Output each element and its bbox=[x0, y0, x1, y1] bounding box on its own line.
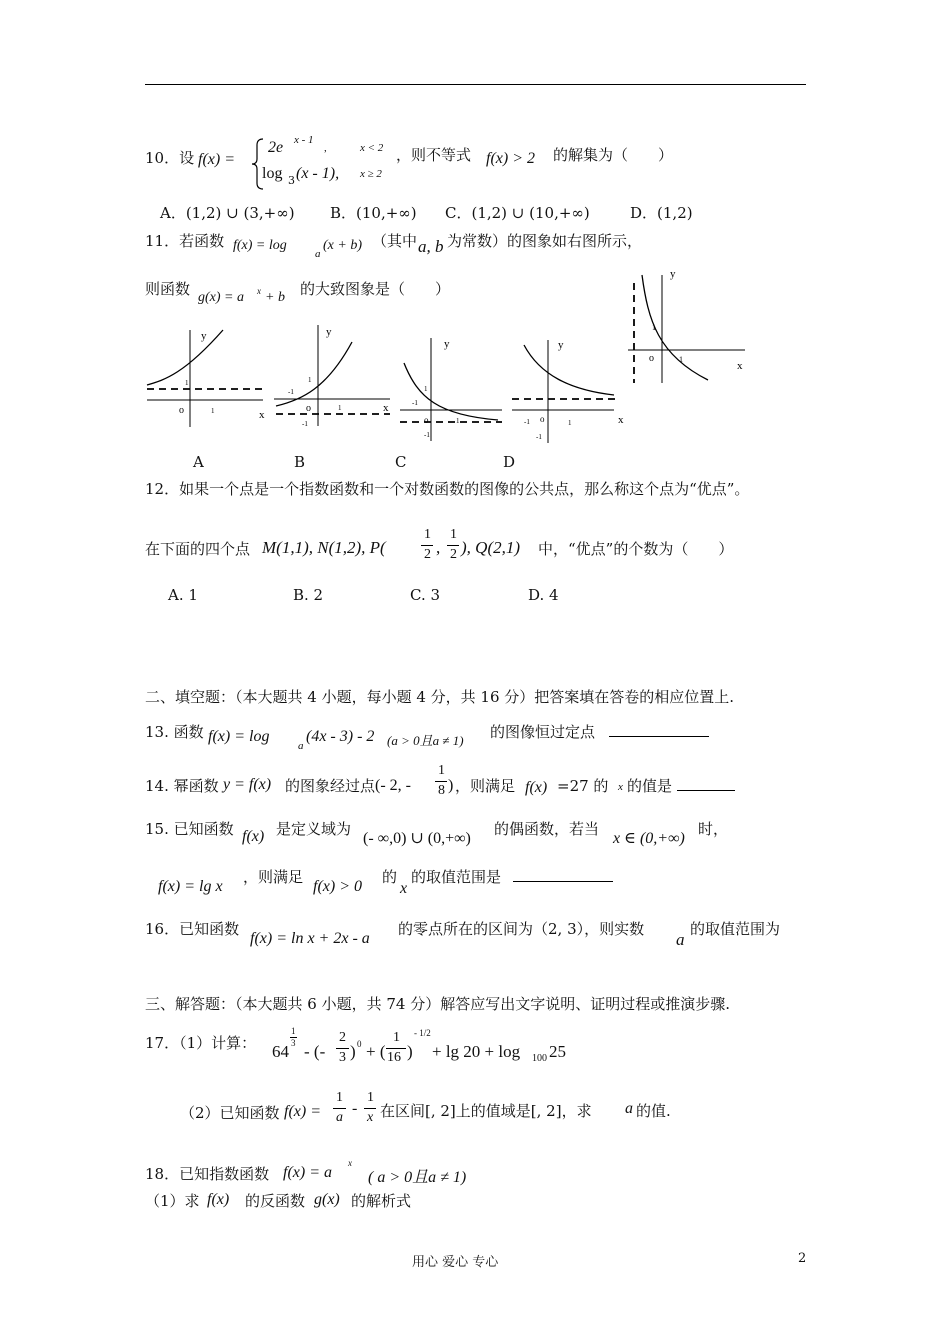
ref-y-label: y bbox=[670, 268, 676, 280]
q17-part2-tail: 在区间[, 2]上的值域是[, 2]，求 bbox=[380, 1102, 592, 1120]
graph-c-label: C bbox=[395, 453, 407, 471]
q12-option-b: B. 2 bbox=[293, 586, 324, 604]
q11-reference-graph bbox=[620, 265, 760, 390]
q15-tail: 时， bbox=[698, 820, 729, 838]
q11-gx: g(x) = a bbox=[198, 290, 244, 305]
q10-option-d: D．(1,2) bbox=[630, 204, 693, 222]
q14-mid: 的图象经过点 bbox=[285, 777, 376, 795]
q10-case1-expr: 2e bbox=[268, 139, 284, 156]
q18-stem: 18．已知指数函数 bbox=[145, 1165, 270, 1183]
q11-graph-d bbox=[510, 335, 630, 445]
svg-text:y: y bbox=[326, 326, 332, 338]
q12-line2a: 在下面的四个点 bbox=[145, 540, 251, 558]
q11-gx-exp: x bbox=[257, 286, 261, 296]
page-number: 2 bbox=[798, 1251, 807, 1266]
footer-slogan: 用心 爱心 专心 bbox=[412, 1255, 499, 1270]
q10-mid: ，则不等式 bbox=[396, 146, 472, 164]
svg-text:y: y bbox=[558, 339, 564, 351]
graph-a-label: A bbox=[193, 453, 204, 471]
q10-case1-exp: x - 1 bbox=[294, 134, 314, 146]
svg-text:1: 1 bbox=[424, 385, 428, 393]
q13-answer-blank[interactable] bbox=[609, 722, 709, 737]
q11-ab: a, b bbox=[418, 237, 444, 256]
a-curve bbox=[147, 330, 223, 385]
q13-arg: (4x - 3) - 2 bbox=[306, 728, 375, 745]
q16-tail: 的取值范围为 bbox=[690, 920, 781, 938]
c-curve bbox=[404, 363, 498, 420]
q14-point-a: (- 2, - bbox=[375, 777, 411, 794]
q12-option-d: D. 4 bbox=[528, 586, 559, 604]
svg-text:1: 1 bbox=[308, 376, 312, 384]
q14-eq: f(x) bbox=[525, 779, 548, 796]
b-curve bbox=[276, 342, 352, 406]
q13-stem: 13. 函数 bbox=[145, 723, 204, 741]
q15-line2-of: 的 bbox=[382, 868, 398, 886]
q10-case2-expr: log bbox=[262, 165, 283, 182]
q14-mid2: ，则满足 bbox=[455, 777, 516, 795]
q11-fx-arg: (x + b) bbox=[323, 238, 362, 253]
q12-option-a: A. 1 bbox=[168, 586, 198, 604]
svg-text:o: o bbox=[424, 415, 429, 425]
q14-tail: 的值是 bbox=[627, 777, 673, 795]
q12-points-tail: ), Q(2,1) bbox=[461, 538, 521, 557]
q10-case1-cond: x < 2 bbox=[360, 142, 384, 154]
q12-line1: 12．如果一个点是一个指数函数和一个对数函数的图像的公共点，那么称这个点为“优点”。 bbox=[145, 480, 750, 498]
q17-stem: 17．（1）计算： bbox=[145, 1034, 257, 1052]
q10-fx: f(x) = bbox=[198, 151, 235, 168]
q10-stem: 10．设 bbox=[145, 149, 195, 167]
svg-text:1: 1 bbox=[568, 419, 572, 427]
q15-domain: (- ∞,0) ∪ (0,+∞) bbox=[363, 830, 471, 847]
svg-text:-1: -1 bbox=[302, 420, 308, 428]
q16-fx: f(x) = ln x + 2x - a bbox=[250, 930, 370, 947]
q11-graph-c bbox=[398, 333, 508, 443]
svg-text:x: x bbox=[618, 414, 624, 426]
q13-condition: (a > 0且a ≠ 1) bbox=[387, 733, 464, 748]
graph-d-label: D bbox=[503, 453, 516, 471]
q11-line2a: 则函数 bbox=[145, 280, 191, 298]
section-3-heading: 三、解答题：（本大题共 6 小题，共 74 分）解答应写出文字说明、证明过程或推演步骤. bbox=[145, 995, 730, 1013]
q17-part2: （2）已知函数 bbox=[180, 1104, 280, 1122]
q11-mid2: 为常数）的图象如右图所示， bbox=[447, 232, 643, 250]
q11-gx-tail: + b bbox=[265, 290, 285, 305]
q11-fx-base: a bbox=[315, 248, 321, 260]
q10-option-a: A．(1,2) ∪ (3,+∞) bbox=[160, 204, 295, 222]
svg-text:-1: -1 bbox=[424, 431, 430, 439]
q10-inequality: f(x) > 2 bbox=[486, 150, 535, 167]
svg-text:-1: -1 bbox=[536, 433, 542, 441]
ref-one-y: 1 bbox=[652, 323, 656, 332]
svg-text:1: 1 bbox=[185, 379, 189, 387]
q11-stem: 11．若函数 bbox=[145, 232, 225, 250]
section-2-heading: 二、填空题：（本大题共 4 小题，每小题 4 分，共 16 分）把答案填在答卷的相应位置上. bbox=[145, 688, 735, 706]
q11-line2b: 的大致图象是（ ） bbox=[300, 280, 451, 298]
svg-text:-1: -1 bbox=[288, 388, 294, 396]
svg-text:-1: -1 bbox=[524, 418, 530, 426]
q15-stem: 15. 已知函数 bbox=[145, 820, 234, 838]
q15-condition: x ∈ (0,+∞) bbox=[613, 830, 685, 847]
q10-tail: 的解集为（ ） bbox=[553, 146, 674, 164]
ref-origin-label: o bbox=[649, 353, 654, 364]
svg-text:o: o bbox=[540, 414, 545, 424]
q15-line2-inequality: f(x) > 0 bbox=[313, 878, 362, 895]
q14-answer-blank[interactable] bbox=[677, 776, 735, 791]
q15-line2-fx: f(x) = lg x bbox=[158, 878, 223, 895]
q13-base: a bbox=[298, 740, 304, 752]
q15-line2-mid: ，则满足 bbox=[243, 868, 304, 886]
q14-stem: 14. 幂函数 bbox=[145, 777, 219, 795]
q16-mid: 的零点所在的区间为（2, 3），则实数 bbox=[398, 920, 645, 938]
q12-points: M(1,1), N(1,2), P( bbox=[262, 538, 386, 557]
q10-case2-arg: (x - 1), bbox=[296, 165, 340, 182]
graph-b-label: B bbox=[294, 453, 306, 471]
q13-fx: f(x) = log bbox=[208, 728, 270, 745]
q11-graph-b bbox=[272, 320, 397, 430]
svg-text:x: x bbox=[383, 402, 389, 414]
q10-option-b: B．(10,+∞) bbox=[330, 204, 417, 222]
q16-stem: 16．已知函数 bbox=[145, 920, 240, 938]
q11-graph-a bbox=[145, 325, 270, 430]
svg-text:y: y bbox=[201, 330, 207, 342]
q15-mid2: 的偶函数，若当 bbox=[494, 820, 600, 838]
svg-text:1: 1 bbox=[456, 417, 460, 425]
svg-text:1: 1 bbox=[211, 407, 215, 415]
q11-mid1: （其中 bbox=[372, 232, 418, 250]
q18-part1: （1）求 bbox=[145, 1192, 200, 1210]
q13-tail: 的图像恒过定点 bbox=[490, 723, 596, 741]
ref-one-x: 1 bbox=[679, 355, 683, 364]
q10-option-c: C．(1,2) ∪ (10,+∞) bbox=[445, 204, 590, 222]
q12-line2b: 中，“优点”的个数为（ ） bbox=[538, 540, 734, 558]
svg-text:1: 1 bbox=[338, 404, 342, 412]
svg-text:o: o bbox=[179, 405, 184, 416]
q15-mid: 是定义域为 bbox=[276, 820, 352, 838]
d-curve bbox=[524, 345, 614, 395]
q18-condition: ( a > 0且a ≠ 1) bbox=[368, 1169, 467, 1186]
q10-case2-base: 3 bbox=[288, 174, 295, 187]
svg-text:x: x bbox=[259, 409, 265, 421]
q10-case2-cond: x ≥ 2 bbox=[360, 168, 382, 180]
ref-x-label: x bbox=[737, 360, 743, 372]
q14-fx: y = f(x) bbox=[223, 776, 272, 793]
q15-fx: f(x) bbox=[242, 828, 265, 845]
q15-answer-blank[interactable] bbox=[513, 867, 613, 882]
q12-option-c: C. 3 bbox=[410, 586, 441, 604]
svg-text:y: y bbox=[444, 338, 450, 350]
q11-fx: f(x) = log bbox=[233, 238, 287, 253]
header-rule bbox=[145, 84, 806, 85]
q15-line2-tail: 的取值范围是 bbox=[411, 868, 502, 886]
svg-text:o: o bbox=[306, 403, 311, 414]
svg-text:-1: -1 bbox=[412, 399, 418, 407]
q14-eq-tail: =27 的 bbox=[557, 777, 609, 795]
